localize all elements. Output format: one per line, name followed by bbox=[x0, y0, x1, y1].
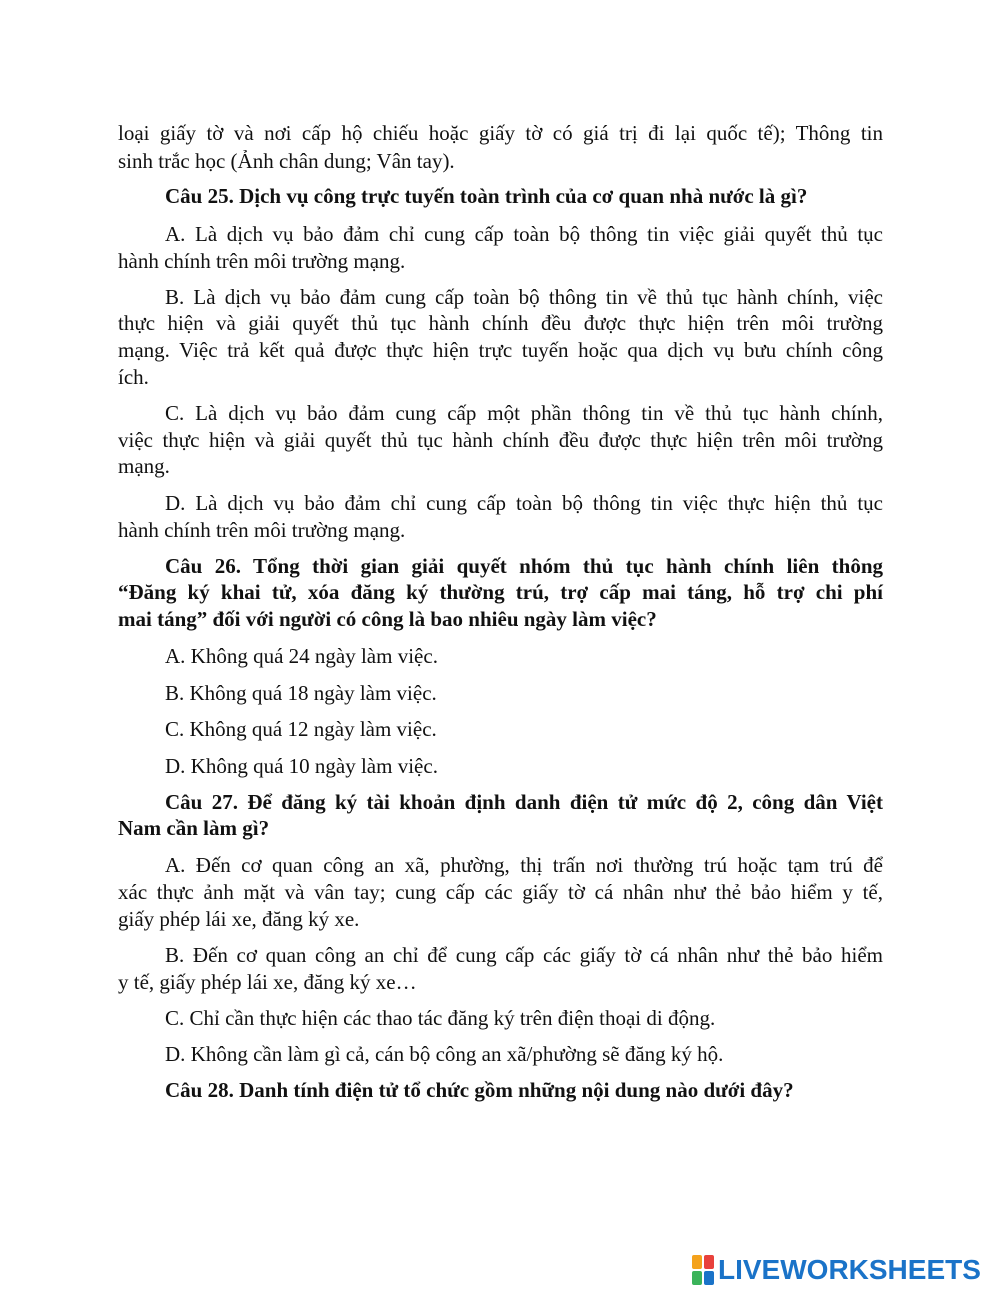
text-line: loại giấy tờ và nơi cấp hộ chiếu hoặc giấy tờ có giá trị đi lại quốc tế); Thông tin bbox=[118, 121, 883, 145]
question-28-title: Câu 28. Danh tính điện tử tổ chức gồm những nội dung nào dưới đây? bbox=[165, 1078, 794, 1102]
text-line: “Đăng ký khai tử, xóa đăng ký thường trú, trợ cấp mai táng, hỗ trợ chi phí bbox=[118, 580, 883, 604]
liveworksheets-mark-icon bbox=[692, 1255, 714, 1285]
liveworksheets-logo bbox=[692, 1253, 981, 1287]
text-line: hành chính trên môi trường mạng. bbox=[118, 518, 406, 542]
answer-26-b: B. Không quá 18 ngày làm việc. bbox=[165, 681, 437, 705]
text-line: sinh trắc học (Ảnh chân dung; Vân tay). bbox=[118, 149, 455, 173]
question-26-title: Câu 26. Tổng thời gian giải quyết nhóm thủ tục hành chính liên thông bbox=[165, 554, 883, 578]
text-line: Nam cần làm gì? bbox=[118, 816, 270, 840]
text-line: mạng. Việc trả kết quả được thực hiện trực tuyến hoặc qua dịch vụ bưu chính công bbox=[118, 338, 883, 362]
answer-26-a: A. Không quá 24 ngày làm việc. bbox=[165, 644, 438, 668]
text-line: ích. bbox=[118, 365, 149, 389]
answer-27-c: C. Chỉ cần thực hiện các thao tác đăng ký trên điện thoại di động. bbox=[165, 1006, 716, 1030]
text-line: hành chính trên môi trường mạng. bbox=[118, 249, 406, 273]
answer-27-a: A. Đến cơ quan công an xã, phường, thị trấn nơi thường trú hoặc tạm trú để bbox=[165, 853, 883, 877]
text-line: giấy phép lái xe, đăng ký xe. bbox=[118, 907, 360, 931]
answer-25-d: D. Là dịch vụ bảo đảm chỉ cung cấp toàn bộ thông tin việc thực hiện thủ tục bbox=[165, 491, 883, 515]
text-line: thực hiện và giải quyết thủ tục hành chính đều được thực hiện trên môi trường bbox=[118, 311, 883, 335]
text-line: mạng. bbox=[118, 454, 170, 478]
answer-26-c: C. Không quá 12 ngày làm việc. bbox=[165, 717, 437, 741]
logo-text: LIVEWORKSHEETS bbox=[718, 1254, 981, 1285]
question-27-title: Câu 27. Để đăng ký tài khoản định danh điện tử mức độ 2, công dân Việt bbox=[165, 790, 883, 814]
question-25-title: Câu 25. Dịch vụ công trực tuyến toàn trình của cơ quan nhà nước là gì? bbox=[165, 184, 808, 208]
answer-25-a: A. Là dịch vụ bảo đảm chỉ cung cấp toàn bộ thông tin việc giải quyết thủ tục bbox=[165, 222, 883, 246]
answer-25-b: B. Là dịch vụ bảo đảm cung cấp toàn bộ thông tin về thủ tục hành chính, việc bbox=[165, 285, 883, 309]
text-line: y tế, giấy phép lái xe, đăng ký xe… bbox=[118, 970, 417, 994]
text-line: xác thực ảnh mặt và vân tay; cung cấp các giấy tờ cá nhân như thẻ bảo hiểm y tế, bbox=[118, 880, 883, 904]
answer-27-b: B. Đến cơ quan công an chỉ để cung cấp các giấy tờ cá nhân như thẻ bảo hiểm bbox=[165, 943, 883, 967]
answer-27-d: D. Không cần làm gì cả, cán bộ công an xã/phường sẽ đăng ký hộ. bbox=[165, 1042, 724, 1066]
text-line: việc thực hiện và giải quyết thủ tục hành chính đều được thực hiện trên môi trường bbox=[118, 428, 883, 452]
text-line: mai táng” đối với người có công là bao nhiêu ngày làm việc? bbox=[118, 607, 657, 631]
answer-25-c: C. Là dịch vụ bảo đảm cung cấp một phần thông tin về thủ tục hành chính, bbox=[165, 401, 883, 425]
answer-26-d: D. Không quá 10 ngày làm việc. bbox=[165, 754, 438, 778]
